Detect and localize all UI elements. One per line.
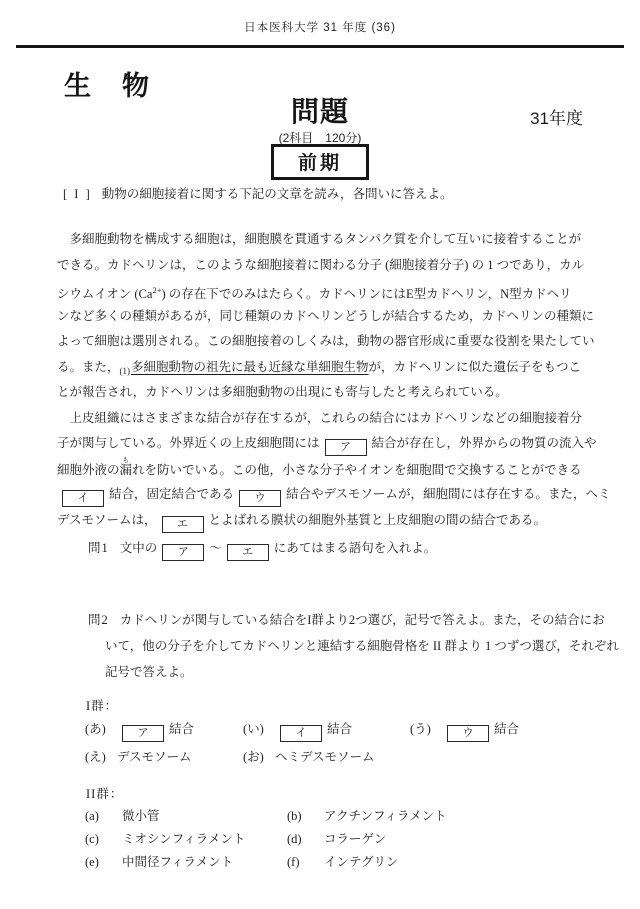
answer-blank-box: イ xyxy=(62,490,104,507)
text-segment: にあてはまる語句を入れよ。 xyxy=(273,541,437,555)
section-intro: 動物の細胞接着に関する下記の文章を読み，各問いに答えよ。 xyxy=(101,187,453,201)
option-label: (あ) xyxy=(85,722,106,736)
question-2-line: いて，他の分子を介してカドヘリンと連結する細胞骨格を II 群より 1 つずつ選び，それぞれ xyxy=(105,639,619,653)
answer-blank-box: ア xyxy=(122,725,164,742)
option-text: コラーゲン xyxy=(324,832,387,846)
answer-blank-box: ウ xyxy=(239,490,281,507)
option-label: (f) xyxy=(287,855,300,869)
text-segment: よって細胞は選別される。この細胞接着のしくみは，動物の器官形成に重要な役割を果たしてい xyxy=(57,334,595,348)
text-segment: デスモソーム xyxy=(117,750,192,764)
text-segment: ンなど多くの種類があるが，同じ種類のカドヘリンどうしが結合するため，カドヘリンの種類に xyxy=(57,308,595,323)
exam-title: 問題 xyxy=(290,96,349,127)
text-segment: できる。カドヘリンは，このような細胞接着に関わる分子 (細胞接着分子) の 1 つであり，カル xyxy=(57,257,585,272)
answer-blank-box: ア xyxy=(325,439,367,456)
question-2-line xyxy=(88,607,605,633)
passage-line xyxy=(57,304,595,330)
exam-subtitle: (2科目 120分) xyxy=(278,131,362,145)
option-label: (お) xyxy=(243,750,264,764)
question-2-text: カドヘリンが関与している結合をI群より2つ選び，記号で答えよ。また，その結合にお xyxy=(119,613,605,627)
text-segment: ) の存在下でのみはたらく。カドヘリンにはE型カドヘリン，N型カドヘリ xyxy=(161,287,572,301)
answer-blank-box: イ xyxy=(280,725,322,742)
group-2-option-d xyxy=(287,829,386,847)
group-2-option-a xyxy=(85,806,160,824)
section-heading xyxy=(63,184,453,202)
text-segment: とよばれる膜状の細胞外基質と上皮細胞の間の結合である。 xyxy=(208,512,547,527)
answer-blank-box: ア xyxy=(162,544,204,561)
text-segment: シウムイオン (Ca xyxy=(57,287,153,301)
text-segment: 2+ xyxy=(152,285,162,295)
text-segment: 結合 xyxy=(327,722,353,736)
text-segment: 結合 xyxy=(169,722,195,736)
text-segment: 細胞外液の xyxy=(57,462,120,477)
option-text xyxy=(117,750,192,764)
answer-blank-box: エ xyxy=(227,544,269,561)
group-1-option-o xyxy=(243,747,375,765)
text-segment: 漏も xyxy=(119,456,133,477)
option-label: (う) xyxy=(410,722,431,736)
option-text: アクチンフィラメント xyxy=(324,809,447,823)
group-1-option-u xyxy=(410,719,519,742)
answer-blank-box: エ xyxy=(162,516,204,533)
option-text: 中間径フィラメント xyxy=(122,855,234,869)
passage-line xyxy=(57,380,591,406)
passage-line xyxy=(57,278,591,304)
passage-line xyxy=(57,431,597,457)
header-rule xyxy=(16,45,624,48)
option-label: (い) xyxy=(243,722,264,736)
question-1 xyxy=(88,538,436,561)
question-2-line: 記号で答えよ。 xyxy=(105,665,193,679)
subject-title: 生 物 xyxy=(64,71,151,101)
group-1-option-i xyxy=(243,719,352,742)
term-box-wrap xyxy=(0,144,640,180)
text-segment: る。また， xyxy=(57,359,120,374)
passage-line xyxy=(57,253,591,279)
group-1-title: I群： xyxy=(86,699,119,713)
answer-blank-box: ウ xyxy=(447,725,489,742)
text-segment: 結合 xyxy=(494,722,520,736)
text-segment: とが報告され，カドヘリンは多細胞動物の出現にも寄与したと考えられている。 xyxy=(57,385,508,399)
option-label: (a) xyxy=(85,809,99,823)
text-segment: が，カドヘリンに似た遺伝子をもつこ xyxy=(368,359,582,374)
year-label: 31年度 xyxy=(530,109,583,128)
option-text: ミオシンフィラメント xyxy=(122,832,246,846)
text-segment: 多細胞動物を構成する細胞は，細胞膜を貫通するタンパク質を介して互いに接着することが xyxy=(57,232,582,246)
passage-line xyxy=(57,482,611,508)
group-2-title: II群： xyxy=(86,787,124,801)
passage-line xyxy=(57,227,591,253)
text-segment: ～ xyxy=(209,541,222,555)
group-2-option-c xyxy=(85,829,245,847)
question-2-label: 問2 xyxy=(88,613,109,627)
text-segment: 子が関与している。外界近くの上皮細胞間には xyxy=(57,436,320,450)
text-segment: 文中の xyxy=(119,541,158,555)
passage-line xyxy=(57,329,595,355)
question-1-label: 問1 xyxy=(88,541,109,555)
passage-line xyxy=(57,508,591,534)
section-label: [ I ] xyxy=(63,187,92,201)
text-segment: 結合，固定結合である xyxy=(109,487,235,501)
option-text xyxy=(275,750,375,764)
passage xyxy=(57,227,611,533)
group-2-option-b xyxy=(287,806,447,824)
group-2-option-e xyxy=(85,852,233,870)
passage-line xyxy=(57,406,591,432)
group-1-option-e xyxy=(85,747,192,765)
option-label: (え) xyxy=(85,750,106,764)
text-segment: デスモソームは， xyxy=(57,512,157,527)
text-segment: 結合やデスモソームが，細胞間には存在する。また，ヘミ xyxy=(286,487,611,501)
option-text xyxy=(117,722,195,739)
text-segment: 上皮組織にはさまざまな結合が存在するが，これらの結合にはカドヘリンなどの細胞接着分 xyxy=(57,410,583,425)
text-segment: ヘミデスモソーム xyxy=(275,750,375,764)
text-segment: (1) xyxy=(119,365,131,376)
option-text: インテグリン xyxy=(324,855,399,869)
group-1-option-a xyxy=(85,719,194,742)
option-label: (c) xyxy=(85,832,99,846)
option-label: (e) xyxy=(85,855,99,869)
option-text: 微小管 xyxy=(122,809,160,823)
option-label: (b) xyxy=(287,809,302,823)
term-box: 前期 xyxy=(271,144,369,180)
passage-line xyxy=(57,457,591,483)
question-1-text xyxy=(119,541,437,558)
text-segment: 結合が存在し，外界からの物質の流入や xyxy=(371,436,597,450)
question-2 xyxy=(88,607,619,685)
text-segment: 多細胞動物の祖先に最も近縁な単細胞生物 xyxy=(131,359,369,374)
option-label: (d) xyxy=(287,832,302,846)
option-text xyxy=(275,722,353,739)
page-header: 日本医科大学 31 年度 (36) xyxy=(244,22,396,34)
option-text xyxy=(442,722,520,739)
group-2-option-f xyxy=(287,852,399,870)
text-segment: れを防いでいる。この他，小さな分子やイオンを細胞間で交換することができる xyxy=(132,462,582,477)
passage-line xyxy=(57,355,591,381)
